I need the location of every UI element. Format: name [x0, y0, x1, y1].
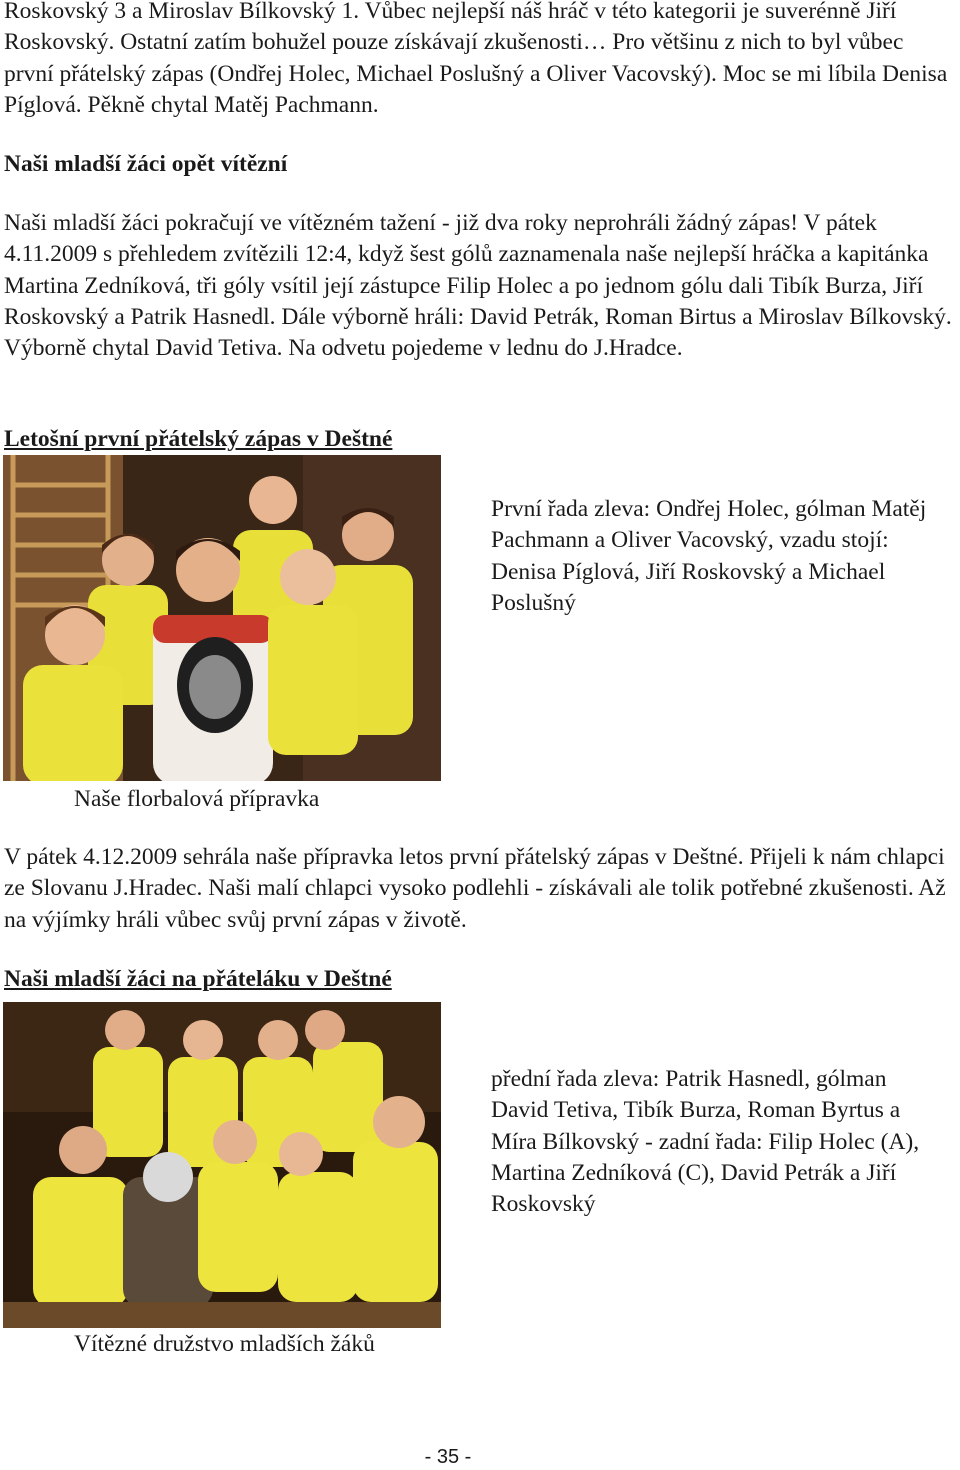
intro-paragraph: Roskovský 3 a Miroslav Bílkovský 1. Vůbec nejlepší náš hráč v této kategorii je suverénně Jiří Roskovský. Ostatní zatím bohužel pouze získávají zkušenosti… Pro většinu z nich to byl vůbec první přátelský zápas (Ondřej Holec, Michael Poslušný a Oliver Vacovský). Moc se mi líbila Denisa Píglová. Pěkně chytal Matěj Pachmann. — [4, 0, 948, 118]
photo-caption-younger-pupils: Vítězné družstvo mladších žáků — [74, 1331, 375, 1357]
section-heading-friendly-younger-pupils: Naši mladší žáci na přáteláku v Deštné — [4, 966, 392, 992]
team-photo-preparatory — [3, 455, 441, 781]
section-body-first-friendly-match: V pátek 4.12.2009 sehrála naše přípravka letos první přátelský zápas v Deštné. Přijeli k nám chlapci ze Slovanu J.Hradec. Naši malí chlapci vysoko podlehli - získávali ale tolik potřebné zkušenosti. Až na výjímky hráli vůbec svůj první zápas v životě. — [4, 844, 946, 933]
photo-caption-preparatory-names: První řada zleva: Ondřej Holec, gólman Matěj Pachmann a Oliver Vacovský, vzadu stojí: Denisa Píglová, Jiří Roskovský a Michael Poslušný — [491, 496, 927, 616]
page-number: - 35 - — [424, 1446, 472, 1468]
section-body-younger-pupils-winning: Naši mladší žáci pokračují ve vítězném tažení - již dva roky neprohráli žádný zápas! V pátek 4.11.2009 s přehledem zvítězili 12:4, když šest gólů zaznamenala naše nejlepší hráčka a kapitánka Martina Zedníková, tři góly vsítil její zástupce Filip Holec a po jednom gólu dali Tibík Burza, Jiří Roskovský a Patrik Hasnedl. Dále výborně hráli: David Petrák, Roman Birtus a Miroslav Bílkovský. Výborně chytal David Tetiva. Na odvetu pojedeme v lednu do J.Hradce. — [4, 210, 952, 362]
team-photo-younger-pupils — [3, 1002, 441, 1328]
section-heading-first-friendly-match: Letošní první přátelský zápas v Deštné — [4, 426, 393, 452]
photo-caption-preparatory: Naše florbalová přípravka — [74, 786, 320, 812]
section-heading-younger-pupils-winning: Naši mladší žáci opět vítězní — [4, 151, 288, 177]
photo-caption-younger-pupils-names: přední řada zleva: Patrik Hasnedl, gólman David Tetiva, Tibík Burza, Roman Byrtus a Míra Bílkovský - zadní řada: Filip Holec (A), Martina Zedníková (C), David Petrák a Jiří Roskovský — [491, 1066, 920, 1218]
